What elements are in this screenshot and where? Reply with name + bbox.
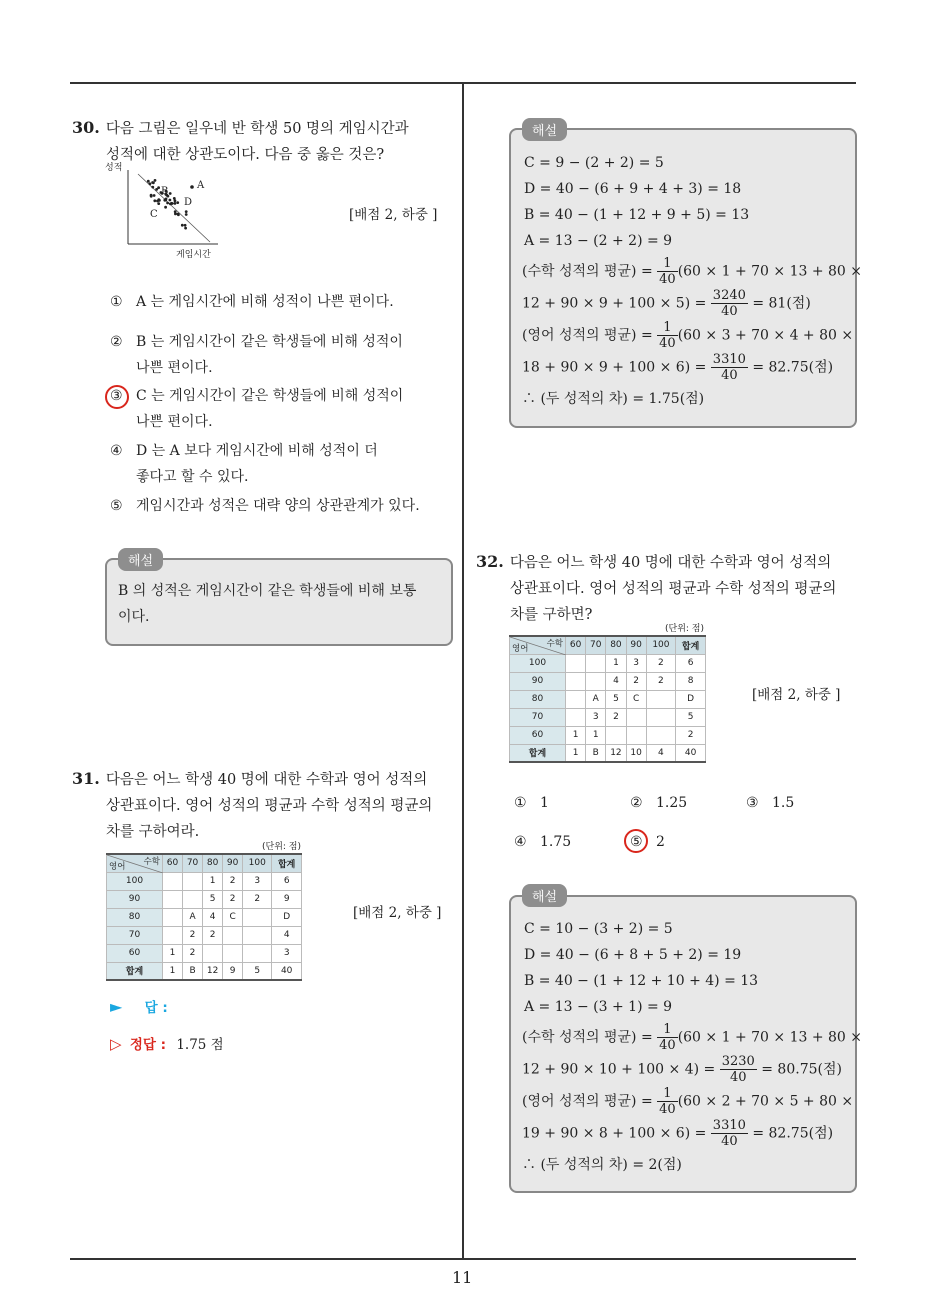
choice-text: C 는 게임시간이 같은 학생들에 비해 성적이 xyxy=(136,388,404,404)
table-cell: 3 xyxy=(626,654,646,672)
q30-choice-2[interactable] xyxy=(110,329,403,381)
choice-mark: ④ xyxy=(110,443,123,459)
scatter-dot xyxy=(184,227,187,230)
table-cell: 5 xyxy=(606,690,626,708)
q30-point-label-c: C xyxy=(150,209,158,220)
q30-scatter-plot xyxy=(100,160,225,260)
fraction xyxy=(657,1022,678,1053)
q32-stem xyxy=(476,549,836,628)
sol-eng-avg-line xyxy=(522,320,853,351)
q31-stem xyxy=(72,766,432,845)
table-cell: 1 xyxy=(163,962,183,980)
table-row xyxy=(510,708,706,726)
table-cell: 4 xyxy=(606,672,626,690)
table-cell xyxy=(243,944,272,962)
table-cell xyxy=(243,926,272,944)
table-column-header: 60 xyxy=(566,636,586,654)
q32-solution-tab: 해설 xyxy=(522,884,567,907)
scatter-dot xyxy=(181,224,184,227)
choice-text: A 는 게임시간에 비해 성적이 나쁜 편이다. xyxy=(136,294,394,310)
table-row xyxy=(510,726,706,744)
choice-mark: ⑤ xyxy=(630,834,643,850)
table-cell: 2 xyxy=(646,654,675,672)
choice-text: 나쁜 편이다. xyxy=(136,360,213,376)
fraction xyxy=(711,352,748,383)
q30-selected-circle xyxy=(105,385,129,409)
sol-math-avg-line xyxy=(522,1022,862,1053)
sol-line: A = 13 − (3 + 1) = 9 xyxy=(524,999,673,1015)
q31-number: 31. xyxy=(72,769,100,788)
table-row-header: 80 xyxy=(510,690,566,708)
table-cell: 2 xyxy=(646,672,675,690)
table-cell: 4 xyxy=(646,744,675,762)
q32-selected-circle xyxy=(624,829,648,853)
choice-text: 1.75 xyxy=(540,834,572,850)
q32-text-line1: 다음은 어느 학생 40 명에 대한 수학과 영어 성적의 xyxy=(509,555,832,571)
choice-text: B 는 게임시간이 같은 학생들에 비해 성적이 xyxy=(136,334,403,350)
table-cell: B xyxy=(183,962,203,980)
q30-choice-3[interactable] xyxy=(110,383,403,435)
scatter-dot xyxy=(169,192,172,195)
table-corner xyxy=(510,636,566,654)
table-cell: A xyxy=(183,908,203,926)
q32-choice-2[interactable] xyxy=(630,790,687,816)
table-cell: 6 xyxy=(676,654,706,672)
table-cell xyxy=(566,672,586,690)
choice-mark: ③ xyxy=(746,795,759,811)
q31-correct-row xyxy=(110,1033,224,1053)
sol-math-avg-line xyxy=(522,256,862,287)
math-avg-result: = 80.75(점) xyxy=(761,1061,842,1078)
table-cell: C xyxy=(626,690,646,708)
choice-mark: ① xyxy=(110,294,123,310)
q31-text-line3: 차를 구하여라. xyxy=(106,824,200,840)
table-cell: 4 xyxy=(272,926,302,944)
table-cell: 1 xyxy=(606,654,626,672)
q30-y-axis-label: 성적 xyxy=(105,163,123,173)
table-cell: 1 xyxy=(203,872,223,890)
choice-text: 좋다고 할 수 있다. xyxy=(136,469,249,485)
table-corner xyxy=(107,854,163,872)
table-column-header: 70 xyxy=(183,854,203,872)
scatter-dot xyxy=(165,198,168,201)
table-cell: D xyxy=(676,690,706,708)
table-row-header: 90 xyxy=(107,890,163,908)
table-cell: 3 xyxy=(243,872,272,890)
table-cell xyxy=(203,944,223,962)
corner-top-label: 수학 xyxy=(546,639,563,649)
q31-meta: [배점 2, 하중 ] xyxy=(353,905,442,921)
table-column-header: 100 xyxy=(646,636,675,654)
frac-den: 40 xyxy=(721,1134,738,1149)
scatter-dot xyxy=(151,186,154,189)
table-cell xyxy=(646,690,675,708)
choice-text: 나쁜 편이다. xyxy=(136,414,213,430)
fraction xyxy=(657,256,678,287)
q31-unit: (단위: 점) xyxy=(262,842,301,852)
table-row xyxy=(107,890,302,908)
table-row xyxy=(510,690,706,708)
table-cell: 5 xyxy=(243,962,272,980)
scatter-dot xyxy=(174,202,177,205)
frac-num: 1 xyxy=(657,1086,678,1102)
table-cell: 40 xyxy=(676,744,706,762)
table-column-header: 60 xyxy=(163,854,183,872)
q30-x-axis-label: 게임시간 xyxy=(176,250,211,260)
table-cell: 2 xyxy=(243,890,272,908)
frac-num: 3310 xyxy=(712,1118,746,1133)
choice-mark: ④ xyxy=(514,834,527,850)
choice-text: 1 xyxy=(540,795,549,811)
table-cell: 9 xyxy=(272,890,302,908)
frac-num: 1 xyxy=(657,320,678,336)
q30-point-label-a: A xyxy=(197,180,205,191)
frac-den: 40 xyxy=(659,1038,676,1053)
scatter-dot xyxy=(169,199,172,202)
sol-eng-avg-line2 xyxy=(522,1118,833,1149)
sol-math-avg-line2 xyxy=(522,1054,842,1085)
sol-line: D = 40 − (6 + 9 + 4 + 3) = 18 xyxy=(524,181,742,197)
frac-den: 40 xyxy=(659,1102,676,1117)
sol-line: C = 10 − (3 + 2) = 5 xyxy=(524,921,673,937)
choice-mark: ① xyxy=(514,795,527,811)
table-cell: D xyxy=(272,908,302,926)
frac-den: 40 xyxy=(721,368,738,383)
table-cell xyxy=(586,672,606,690)
table-row-header: 100 xyxy=(107,872,163,890)
table-row xyxy=(510,744,706,762)
table-cell: 9 xyxy=(223,962,243,980)
q32-text-line3: 차를 구하면? xyxy=(510,607,593,623)
table-cell xyxy=(243,908,272,926)
correct-label: 정답 : xyxy=(129,1037,167,1053)
frac-den: 40 xyxy=(659,272,676,287)
eng-avg-tail: (60 × 3 + 70 × 4 + 80 × xyxy=(677,327,854,344)
math-avg-label: (수학 성적의 평균) = xyxy=(522,1029,653,1046)
frac-den: 40 xyxy=(721,304,738,319)
table-column-header: 90 xyxy=(626,636,646,654)
eng-avg-result: = 82.75(점) xyxy=(752,359,834,376)
table-cell: B xyxy=(586,744,606,762)
q32-meta: [배점 2, 하중 ] xyxy=(752,687,841,703)
q30-choice-4[interactable] xyxy=(110,438,378,490)
page-number: 11 xyxy=(452,1268,473,1287)
math-avg-line2: 12 + 90 × 10 + 100 × 4) = xyxy=(522,1061,716,1078)
bottom-rule xyxy=(70,1258,856,1260)
scatter-dot xyxy=(185,213,188,216)
frac-num: 3310 xyxy=(712,352,746,367)
sol-line: C = 9 − (2 + 2) = 5 xyxy=(524,155,664,171)
scatter-dot xyxy=(164,206,167,209)
table-cell: 4 xyxy=(203,908,223,926)
scatter-dot xyxy=(152,181,155,184)
sol-eng-avg-line xyxy=(522,1086,853,1117)
table-cell: 2 xyxy=(626,672,646,690)
q32-choice-3[interactable] xyxy=(746,790,794,816)
table-cell: 40 xyxy=(272,962,302,980)
q30-choice-1[interactable] xyxy=(110,289,394,315)
corner-top-label: 수학 xyxy=(143,857,160,867)
choice-mark: ⑤ xyxy=(110,498,123,514)
table-row-header: 합계 xyxy=(107,962,163,980)
eng-avg-label: (영어 성적의 평균) = xyxy=(522,327,653,344)
table-cell xyxy=(223,926,243,944)
table-cell xyxy=(163,926,183,944)
scatter-dot xyxy=(149,182,152,185)
table-cell xyxy=(646,708,675,726)
scatter-dot xyxy=(185,210,188,213)
table-row xyxy=(107,872,302,890)
column-divider xyxy=(462,82,464,1260)
table-header-row xyxy=(107,854,302,872)
frac-den: 40 xyxy=(729,1070,747,1085)
scatter-dot xyxy=(176,201,179,204)
correct-arrow-icon: ▷ xyxy=(110,1035,122,1053)
q30-text-line2: 성적에 대한 상관도이다. 다음 중 옳은 것은? xyxy=(106,147,385,163)
fraction xyxy=(657,1086,678,1117)
table-column-header: 80 xyxy=(203,854,223,872)
scatter-dot xyxy=(184,224,187,227)
table-row-header: 80 xyxy=(107,908,163,926)
math-avg-tail: (60 × 1 + 70 × 13 + 80 × xyxy=(677,1029,863,1046)
fraction xyxy=(711,288,748,319)
table-row-header: 60 xyxy=(107,944,163,962)
table-row xyxy=(510,654,706,672)
q30-text-line1: 다음 그림은 일우네 반 학생 50 명의 게임시간과 xyxy=(105,121,409,137)
table-cell: C xyxy=(223,908,243,926)
table-cell: 2 xyxy=(183,926,203,944)
sol-math-avg-line2 xyxy=(522,288,811,319)
q30-solution-tab: 해설 xyxy=(118,548,163,571)
fraction xyxy=(711,1118,748,1149)
table-column-header: 합계 xyxy=(272,854,302,872)
choice-mark: ② xyxy=(110,334,123,350)
q30-solution-line1: B 의 성적은 게임시간이 같은 학생들에 비해 보통 xyxy=(118,583,417,599)
table-column-header: 70 xyxy=(586,636,606,654)
scatter-dot xyxy=(174,199,177,202)
frac-den: 40 xyxy=(659,336,676,351)
fraction xyxy=(720,1054,757,1085)
math-avg-label: (수학 성적의 평균) = xyxy=(522,263,653,280)
q30-solution-line2: 이다. xyxy=(118,609,150,625)
q31-text-line1: 다음은 어느 학생 40 명에 대한 수학과 영어 성적의 xyxy=(105,772,428,788)
table-row-header: 100 xyxy=(510,654,566,672)
table-cell: 2 xyxy=(676,726,706,744)
eng-avg-line2: 19 + 90 × 8 + 100 × 6) = xyxy=(522,1125,707,1142)
table-row-header: 합계 xyxy=(510,744,566,762)
choice-text: D 는 A 보다 게임시간에 비해 성적이 더 xyxy=(136,443,378,459)
table-cell: 8 xyxy=(676,672,706,690)
table-cell xyxy=(163,872,183,890)
corner-bottom-label: 영어 xyxy=(109,861,126,872)
q32-unit: (단위: 점) xyxy=(665,624,704,634)
correct-value: 1.75 점 xyxy=(176,1037,224,1053)
table-cell xyxy=(586,654,606,672)
scatter-dot xyxy=(171,202,174,205)
choice-text: 2 xyxy=(656,834,665,850)
scatter-dot-a xyxy=(190,185,194,189)
table-header-row xyxy=(510,636,706,654)
table-row-header: 90 xyxy=(510,672,566,690)
q31-solution-tab: 해설 xyxy=(522,118,567,141)
q30-meta: [배점 2, 하중 ] xyxy=(349,207,438,223)
choice-text: 1.5 xyxy=(772,795,795,811)
sol-line: D = 40 − (6 + 8 + 5 + 2) = 19 xyxy=(524,947,742,963)
choice-mark: ③ xyxy=(110,388,123,404)
table-cell: 3 xyxy=(272,944,302,962)
table-cell xyxy=(566,690,586,708)
table-row xyxy=(107,962,302,980)
table-cell: 5 xyxy=(203,890,223,908)
table-row xyxy=(107,926,302,944)
sol-line: B = 40 − (1 + 12 + 9 + 5) = 13 xyxy=(524,207,750,223)
q32-text-line2: 상관표이다. 영어 성적의 평균과 수학 성적의 평균의 xyxy=(510,581,837,597)
table-cell: 1 xyxy=(566,726,586,744)
table-cell: 2 xyxy=(223,890,243,908)
frac-num: 3240 xyxy=(712,288,746,303)
scatter-dot xyxy=(153,194,156,197)
eng-avg-tail: (60 × 2 + 70 × 5 + 80 × xyxy=(677,1093,854,1110)
scatter-dot xyxy=(155,188,158,191)
scatter-dot xyxy=(153,199,156,202)
scatter-dot xyxy=(166,202,169,205)
math-avg-tail: (60 × 1 + 70 × 13 + 80 × xyxy=(677,263,863,280)
q30-point-label-b: B xyxy=(161,186,169,197)
table-cell: 2 xyxy=(203,926,223,944)
eng-avg-label: (영어 성적의 평균) = xyxy=(522,1093,653,1110)
eng-avg-line2: 18 + 90 × 9 + 100 × 6) = xyxy=(522,359,707,376)
q30-choice-5[interactable] xyxy=(110,493,420,519)
frac-num: 1 xyxy=(657,1022,678,1038)
scatter-dot xyxy=(150,195,153,198)
sol-line: A = 13 − (2 + 2) = 9 xyxy=(524,233,673,249)
math-avg-line2: 12 + 90 × 9 + 100 × 5) = xyxy=(522,295,707,312)
table-row-header: 60 xyxy=(510,726,566,744)
q32-number: 32. xyxy=(476,552,504,571)
table-cell xyxy=(183,890,203,908)
math-avg-result: = 81(점) xyxy=(752,295,811,312)
table-cell xyxy=(163,908,183,926)
q31-answer-row[interactable] xyxy=(110,996,168,1016)
q30-point-label-d: D xyxy=(184,197,193,208)
table-cell xyxy=(183,872,203,890)
table-cell: 2 xyxy=(606,708,626,726)
sol-line: B = 40 − (1 + 12 + 10 + 4) = 13 xyxy=(524,973,759,989)
table-cell xyxy=(566,708,586,726)
table-cell: 1 xyxy=(163,944,183,962)
table-row-header: 70 xyxy=(107,926,163,944)
sol-conclusion: ∴ (두 성적의 차) = 2(점) xyxy=(522,1157,682,1173)
scatter-dot xyxy=(174,213,177,216)
sol-conclusion: ∴ (두 성적의 차) = 1.75(점) xyxy=(522,391,705,407)
table-row xyxy=(510,672,706,690)
table-cell xyxy=(566,654,586,672)
table-cell: 2 xyxy=(223,872,243,890)
table-row xyxy=(107,908,302,926)
sol-eng-avg-line2 xyxy=(522,352,833,383)
fraction xyxy=(657,320,678,351)
table-cell: 2 xyxy=(183,944,203,962)
q30-number: 30. xyxy=(72,118,100,137)
q32-correlation-table xyxy=(509,635,706,763)
scatter-dot xyxy=(157,202,160,205)
table-column-header: 합계 xyxy=(676,636,706,654)
table-cell xyxy=(626,708,646,726)
q32-choice-4[interactable] xyxy=(514,829,571,855)
table-cell xyxy=(646,726,675,744)
table-cell xyxy=(626,726,646,744)
table-cell: 1 xyxy=(586,726,606,744)
frac-num: 1 xyxy=(657,256,678,272)
table-column-header: 90 xyxy=(223,854,243,872)
q31-correlation-table xyxy=(106,853,302,981)
choice-text: 게임시간과 성적은 대략 양의 상관관계가 있다. xyxy=(136,498,420,514)
scatter-dot xyxy=(154,179,157,182)
eng-avg-result: = 82.75(점) xyxy=(752,1125,834,1142)
table-cell xyxy=(223,944,243,962)
table-cell: 12 xyxy=(203,962,223,980)
scatter-dot xyxy=(147,180,150,183)
q31-text-line2: 상관표이다. 영어 성적의 평균과 수학 성적의 평균의 xyxy=(106,798,433,814)
table-row xyxy=(107,944,302,962)
answer-label: 답 : xyxy=(144,1000,168,1016)
table-cell: 5 xyxy=(676,708,706,726)
q32-choice-1[interactable] xyxy=(514,790,549,816)
table-cell: 3 xyxy=(586,708,606,726)
table-column-header: 80 xyxy=(606,636,626,654)
table-cell xyxy=(163,890,183,908)
choice-mark: ② xyxy=(630,795,643,811)
choice-text: 1.25 xyxy=(656,795,688,811)
table-column-header: 100 xyxy=(243,854,272,872)
answer-arrow-icon: ► xyxy=(110,997,123,1016)
table-row-header: 70 xyxy=(510,708,566,726)
table-cell xyxy=(606,726,626,744)
q30-solution-box xyxy=(105,558,453,646)
table-cell: 10 xyxy=(626,744,646,762)
scatter-dot xyxy=(157,198,160,201)
table-cell: 6 xyxy=(272,872,302,890)
table-cell: 1 xyxy=(566,744,586,762)
table-cell: 12 xyxy=(606,744,626,762)
scatter-dot xyxy=(177,213,180,216)
frac-num: 3230 xyxy=(721,1054,755,1069)
table-cell: A xyxy=(586,690,606,708)
corner-bottom-label: 영어 xyxy=(512,643,529,654)
